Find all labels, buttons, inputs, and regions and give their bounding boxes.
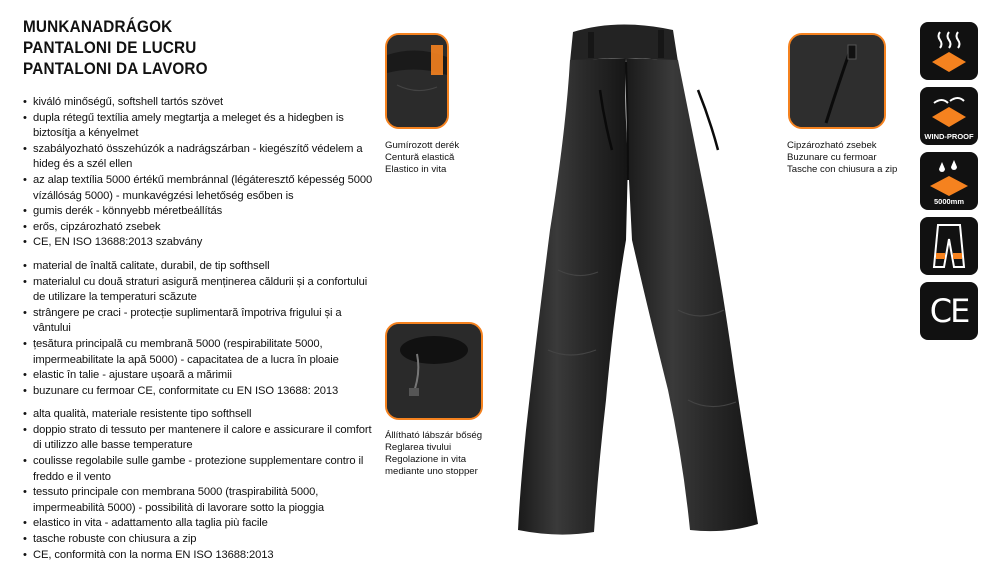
- callout-hem-line: Reglarea tivului: [385, 442, 452, 453]
- list-item: • material de înaltă calitate, durabil, de tip softhsell: [23, 259, 378, 275]
- detail-hem-image: [385, 322, 483, 420]
- list-item: • coulisse regolabile sulle gambe - protezione supplementare contro il freddo e il vento: [23, 454, 378, 485]
- ce-mark-icon: [920, 282, 978, 340]
- callout-pockets-line: Tasche con chiusura a zip: [787, 164, 898, 175]
- list-item: • CE, conformità con la norma EN ISO 13688:2013: [23, 548, 378, 563]
- feature-list-ro: [23, 259, 378, 399]
- callout-pockets-line: Buzunare cu fermoar: [787, 152, 877, 163]
- list-item: • elastico in vita - adattamento alla taglia più facile: [23, 516, 378, 532]
- list-item: • szabályozható összehúzók a nadrágszárban - kiegészítő védelem a hideg és a szél ellen: [23, 142, 378, 173]
- list-item: • țesătura principală cu membrană 5000 (respirabilitate 5000, impermeabilitate la apă 5000) - capacitatea de a lucra în ploaie: [23, 337, 378, 368]
- detail-waist-image: [385, 33, 449, 129]
- list-item: • gumis derék - könnyebb méretbeállítás: [23, 204, 378, 220]
- feature-lists: [23, 95, 378, 563]
- list-item: • az alap textília 5000 értékű membránnal (légáteresztő képesség 5000 vízállóság 5000) - munkavégzési lehetőség esőben is: [23, 173, 378, 204]
- list-item: • kiváló minőségű, softshell tartós szövet: [23, 95, 378, 111]
- feature-list-it: [23, 407, 378, 563]
- trousers-icon: [920, 217, 978, 275]
- list-item: • erős, cipzározható zsebek: [23, 220, 378, 236]
- list-item: • elastic în talie - ajustare ușoară a mărimii: [23, 368, 378, 384]
- list-item: • buzunare cu fermoar CE, conformitate cu EN ISO 13688: 2013: [23, 384, 378, 400]
- list-item: • tasche robuste con chiusura a zip: [23, 532, 378, 548]
- list-item: • dupla rétegű textília amely megtartja a meleget és a hidegben is biztosítja a kényelmet: [23, 111, 378, 142]
- windproof-label: WIND-PROOF: [924, 132, 974, 141]
- callout-hem: [385, 430, 482, 478]
- callout-pockets: [787, 140, 897, 176]
- list-item: • tessuto principale con membrana 5000 (traspirabilità 5000, impermeabilità 5000) - possibilità di lavorare sotto la pioggia: [23, 485, 378, 516]
- title-ro: PANTALONI DE LUCRU: [23, 38, 197, 57]
- waterproof-label: 5000mm: [933, 197, 965, 206]
- waterproof-icon: [920, 152, 978, 210]
- pocket-detail-illustration: [790, 35, 884, 127]
- callout-hem-line: Regolazione in vita: [385, 454, 467, 465]
- title-hu: MUNKANADRÁGOK: [23, 17, 173, 36]
- waist-detail-illustration: [387, 35, 447, 127]
- trousers-image: [478, 10, 768, 550]
- breathable-icon: [920, 22, 978, 80]
- feature-list-hu: [23, 95, 378, 251]
- callout-hem-line: Állítható lábszár bőség: [385, 430, 483, 441]
- feature-icons: [920, 22, 978, 347]
- list-item: • strângere pe craci - protecție suplimentară împotriva frigului și a vântului: [23, 306, 378, 337]
- windproof-icon: [920, 87, 978, 145]
- list-item: • alta qualità, materiale resistente tipo softhsell: [23, 407, 378, 423]
- title-block: [23, 16, 228, 79]
- list-item: • materialul cu două straturi asigură menținerea căldurii și a confortului de utilizare la temperaturi scăzute: [23, 275, 378, 306]
- callout-waist-line: Centură elastică: [385, 152, 455, 163]
- callout-hem-line: mediante uno stopper: [385, 466, 478, 477]
- callout-waist-line: Gumírozott derék: [385, 140, 460, 151]
- callout-waist: [385, 140, 459, 176]
- callout-pockets-line: Cipzározható zsebek: [787, 140, 877, 151]
- callout-waist-line: Elastico in vita: [385, 164, 447, 175]
- ce-mark-label: CE: [929, 292, 969, 330]
- detail-pocket-image: [788, 33, 886, 129]
- title-it: PANTALONI DA LAVORO: [23, 59, 208, 78]
- list-item: • doppio strato di tessuto per mantenere il calore e assicurare il comfort di utilizzo alle basse temperature: [23, 423, 378, 454]
- list-item: • CE, EN ISO 13688:2013 szabvány: [23, 235, 378, 251]
- hem-detail-illustration: [387, 324, 481, 418]
